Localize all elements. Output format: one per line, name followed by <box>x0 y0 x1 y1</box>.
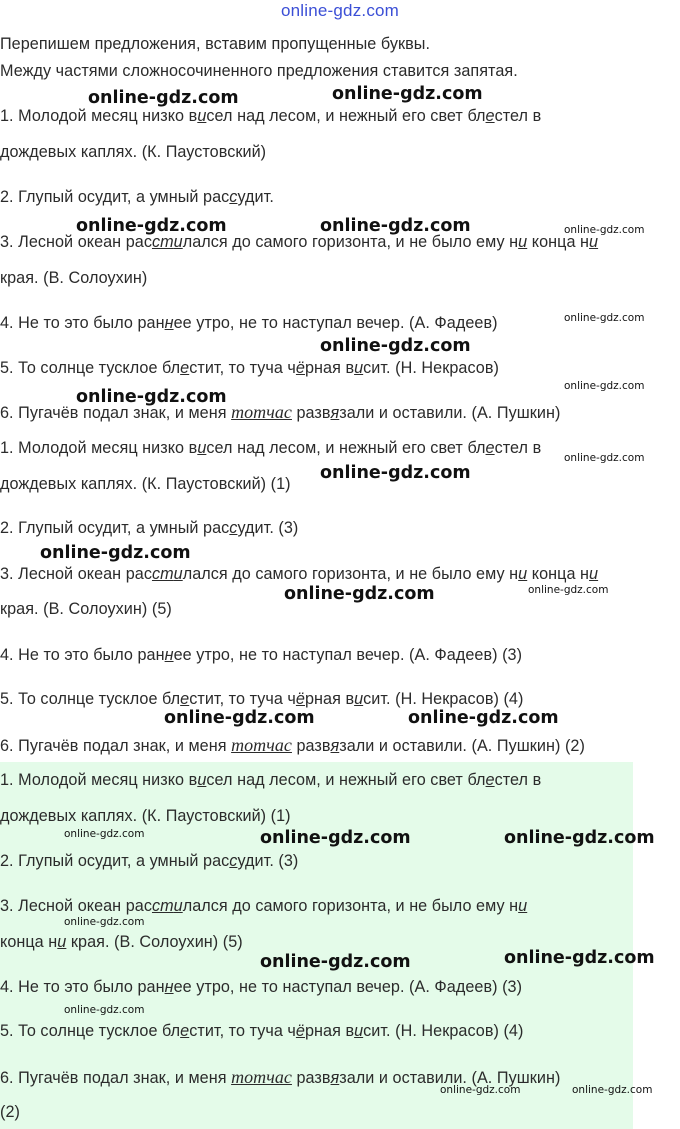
watermark: online-gdz.com <box>76 387 227 407</box>
final-1-line-1: 1. Молодой месяц низко висел над лесом, и нежный его свет блестел в <box>0 771 542 789</box>
watermark: online-gdz.com <box>564 312 645 324</box>
final-6-line-2: (2) <box>0 1103 20 1121</box>
watermark: online-gdz.com <box>64 1004 145 1016</box>
watermark: online-gdz.com <box>504 948 655 968</box>
watermark: online-gdz.com <box>88 88 239 108</box>
sentence-5: 5. То солнце тусклое блестит, то туча чёрная висит. (Н. Некрасов) <box>0 359 499 377</box>
final-6-line-1: 6. Пугачёв подал знак, и меня тотчас развязали и оставили. (А. Пушкин) <box>0 1067 561 1087</box>
watermark: online-gdz.com <box>332 84 483 104</box>
final-4: 4. Не то это было раннее утро, не то наступал вечер. (А. Фадеев) (3) <box>0 978 523 996</box>
watermark: online-gdz.com <box>76 216 227 236</box>
final-2: 2. Глупый осудит, а умный рассудит. (3) <box>0 852 299 870</box>
watermark: online-gdz.com <box>320 463 471 483</box>
site-header-link[interactable]: online-gdz.com <box>280 1 400 20</box>
final-3-line-2: конца ни края. (В. Солоухин) (5) <box>0 933 243 951</box>
answer-2: 2. Глупый осудит, а умный рассудит. (3) <box>0 519 299 537</box>
sentence-1-line-1: 1. Молодой месяц низко висел над лесом, и нежный его свет блестел в <box>0 107 542 125</box>
watermark: online-gdz.com <box>440 1084 521 1096</box>
sentence-3-line-2: края. (В. Солоухин) <box>0 269 148 287</box>
watermark: online-gdz.com <box>504 828 655 848</box>
answer-4: 4. Не то это было раннее утро, не то наступал вечер. (А. Фадеев) (3) <box>0 646 523 664</box>
watermark: online-gdz.com <box>260 952 411 972</box>
watermark: online-gdz.com <box>408 708 559 728</box>
answer-6: 6. Пугачёв подал знак, и меня тотчас развязали и оставили. (А. Пушкин) (2) <box>0 735 585 755</box>
watermark: online-gdz.com <box>284 584 435 604</box>
watermark: online-gdz.com <box>260 828 411 848</box>
watermark: online-gdz.com <box>564 380 645 392</box>
final-3-line-1: 3. Лесной океан расстилался до самого горизонта, и не было ему ни <box>0 897 528 915</box>
answer-1-line-2: дождевых каплях. (К. Паустовский) (1) <box>0 475 291 493</box>
watermark: online-gdz.com <box>40 543 191 563</box>
watermark: online-gdz.com <box>528 584 609 596</box>
intro-line-1: Перепишем предложения, вставим пропущенные буквы. <box>0 35 431 53</box>
watermark: online-gdz.com <box>64 916 145 928</box>
watermark: online-gdz.com <box>564 452 645 464</box>
answer-1-line-1: 1. Молодой месяц низко висел над лесом, и нежный его свет блестел в <box>0 439 542 457</box>
sentence-3-line-1: 3. Лесной океан расстилался до самого горизонта, и не было ему ни конца ни <box>0 233 599 251</box>
sentence-1-line-2: дождевых каплях. (К. Паустовский) <box>0 143 267 161</box>
watermark: online-gdz.com <box>320 216 471 236</box>
answer-3-line-2: края. (В. Солоухин) (5) <box>0 600 172 618</box>
watermark: online-gdz.com <box>164 708 315 728</box>
answer-5: 5. То солнце тусклое блестит, то туча чёрная висит. (Н. Некрасов) (4) <box>0 690 524 708</box>
watermark: online-gdz.com <box>564 224 645 236</box>
watermark: online-gdz.com <box>320 336 471 356</box>
intro-line-2: Между частями сложносочиненного предложения ставится запятая. <box>0 62 518 80</box>
sentence-2: 2. Глупый осудит, а умный рассудит. <box>0 188 274 206</box>
watermark: online-gdz.com <box>64 828 145 840</box>
sentence-6: 6. Пугачёв подал знак, и меня тотчас развязали и оставили. (А. Пушкин) <box>0 402 561 422</box>
final-5: 5. То солнце тусклое блестит, то туча чёрная висит. (Н. Некрасов) (4) <box>0 1022 524 1040</box>
answer-3-line-1: 3. Лесной океан расстилался до самого горизонта, и не было ему ни конца ни <box>0 565 599 583</box>
watermark: online-gdz.com <box>572 1084 653 1096</box>
final-1-line-2: дождевых каплях. (К. Паустовский) (1) <box>0 807 291 825</box>
sentence-4: 4. Не то это было раннее утро, не то наступал вечер. (А. Фадеев) <box>0 314 498 332</box>
